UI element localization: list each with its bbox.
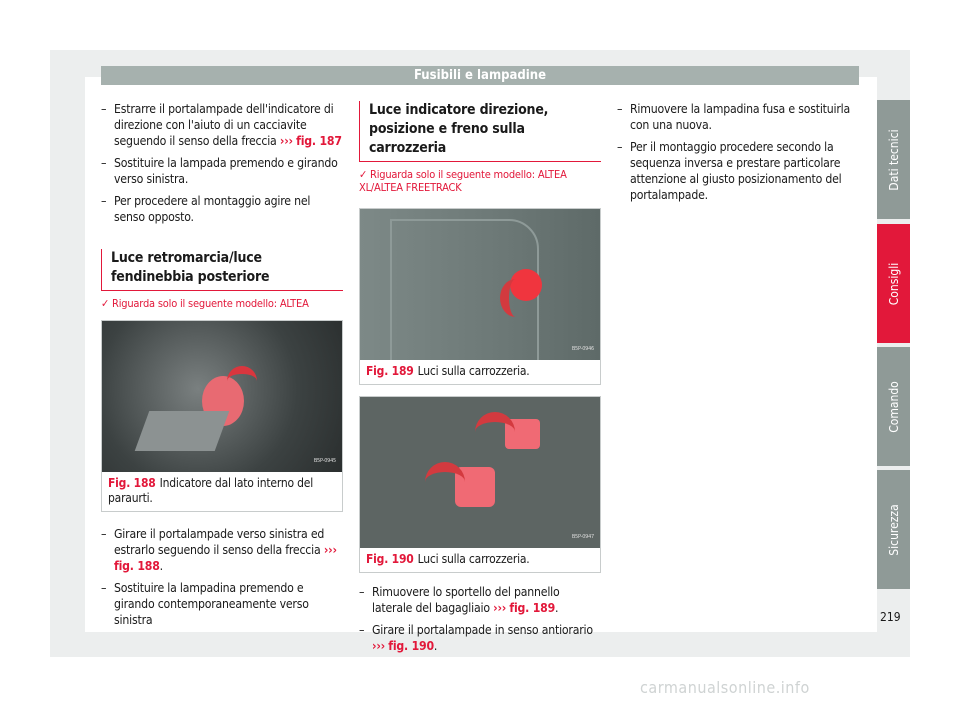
step — [359, 584, 601, 616]
page-header: Fusibili e lampadine — [101, 66, 859, 85]
step: – Sostituire la lampada premendo e girando verso sinistra. — [101, 155, 343, 187]
figure-caption — [360, 360, 600, 384]
figure-caption — [360, 548, 600, 572]
punct: . — [433, 639, 438, 653]
watermark: carmanualsonline.info — [640, 678, 810, 697]
caption-text: Luci sulla carrozzeria. — [417, 552, 530, 566]
model-note: ✓ Riguarda solo il seguente modello: ALTEA — [101, 297, 309, 310]
figure-caption — [102, 472, 342, 511]
rotation-arrow-icon — [425, 462, 465, 502]
step: – Rimuovere la lampadina fusa e sostituirla con una nuova. — [617, 101, 859, 133]
figure-189 — [359, 208, 601, 385]
section-heading: Luce indicatore direzione, posizione e freno sulla carrozzeria — [359, 101, 601, 162]
tab-label: Consigli — [886, 262, 901, 305]
punct: . — [159, 559, 163, 573]
figure-image — [360, 397, 600, 548]
step — [101, 101, 343, 149]
tab-dati-tecnici[interactable] — [877, 100, 910, 219]
step — [359, 622, 601, 654]
figure-link[interactable]: fig. 189 — [509, 601, 556, 615]
model-note: ✓ Riguarda solo il seguente modello: ALTEA XL/ALTEA FREETRACK — [359, 168, 567, 194]
tab-label: Dati tecnici — [886, 128, 901, 191]
step: – Per il montaggio procedere secondo la sequenza inversa e prestare particolare attenzione al giusto posizionamento del portalampade. — [617, 139, 859, 203]
tab-comando[interactable] — [877, 347, 910, 466]
caption-text: Luci sulla carrozzeria. — [417, 364, 530, 378]
rotation-arrow-icon — [475, 412, 515, 452]
arrow-icon: ››› — [493, 601, 507, 615]
bumper-part — [135, 411, 230, 451]
step — [101, 526, 343, 574]
figure-label: Fig. 190 — [366, 552, 414, 566]
figure-code: B5P-0946 — [571, 346, 594, 352]
column-1 — [101, 101, 343, 634]
figure-code: B5P-0945 — [313, 458, 336, 464]
step-text: Girare il portalampade verso sinistra ed estrarlo seguendo il senso della freccia — [114, 527, 325, 557]
figure-link[interactable]: fig. 188 — [114, 559, 160, 573]
figure-label: Fig. 189 — [366, 364, 414, 378]
figure-190 — [359, 396, 601, 573]
step-text: Rimuovere lo sportello del pannello laterale del bagagliaio — [372, 585, 560, 615]
figure-image — [360, 209, 600, 360]
tab-label: Sicurezza — [886, 503, 901, 556]
column-2 — [359, 101, 601, 660]
step-text: Girare il portalampade in senso antiorario — [372, 623, 593, 637]
arrow-icon: ››› — [372, 639, 385, 653]
punct: . — [555, 601, 559, 615]
figure-label: Fig. 188 — [108, 476, 156, 490]
figure-code: B5P-0947 — [571, 534, 594, 540]
tab-consigli[interactable] — [877, 224, 910, 343]
tab-label: Comando — [886, 380, 901, 433]
column-3 — [617, 101, 859, 209]
tab-sicurezza[interactable] — [877, 470, 910, 589]
arrow-icon: ››› — [323, 543, 337, 557]
figure-188 — [101, 320, 343, 512]
page-number: 219 — [880, 610, 901, 624]
figure-image — [102, 321, 342, 472]
step: – Per procedere al montaggio agire nel senso opposto. — [101, 193, 343, 225]
section-heading: Luce retromarcia/luce fendinebbia posteriore — [101, 249, 343, 291]
rotation-arrow-icon — [500, 279, 531, 317]
rotation-arrow-icon — [227, 366, 257, 396]
step: – Sostituire la lampadina premendo e girando contemporaneamente verso sinistra — [101, 580, 343, 628]
figure-link[interactable]: fig. 190 — [388, 639, 434, 653]
arrow-icon: ››› — [279, 134, 293, 148]
caption-text: Indicatore dal lato interno del paraurti. — [108, 476, 314, 505]
figure-link[interactable]: fig. 187 — [296, 134, 342, 148]
step-text: Estrarre il portalampade dell'indicatore di direzione con l'aiuto di un cacciavite seguendo il senso della freccia — [114, 102, 334, 148]
